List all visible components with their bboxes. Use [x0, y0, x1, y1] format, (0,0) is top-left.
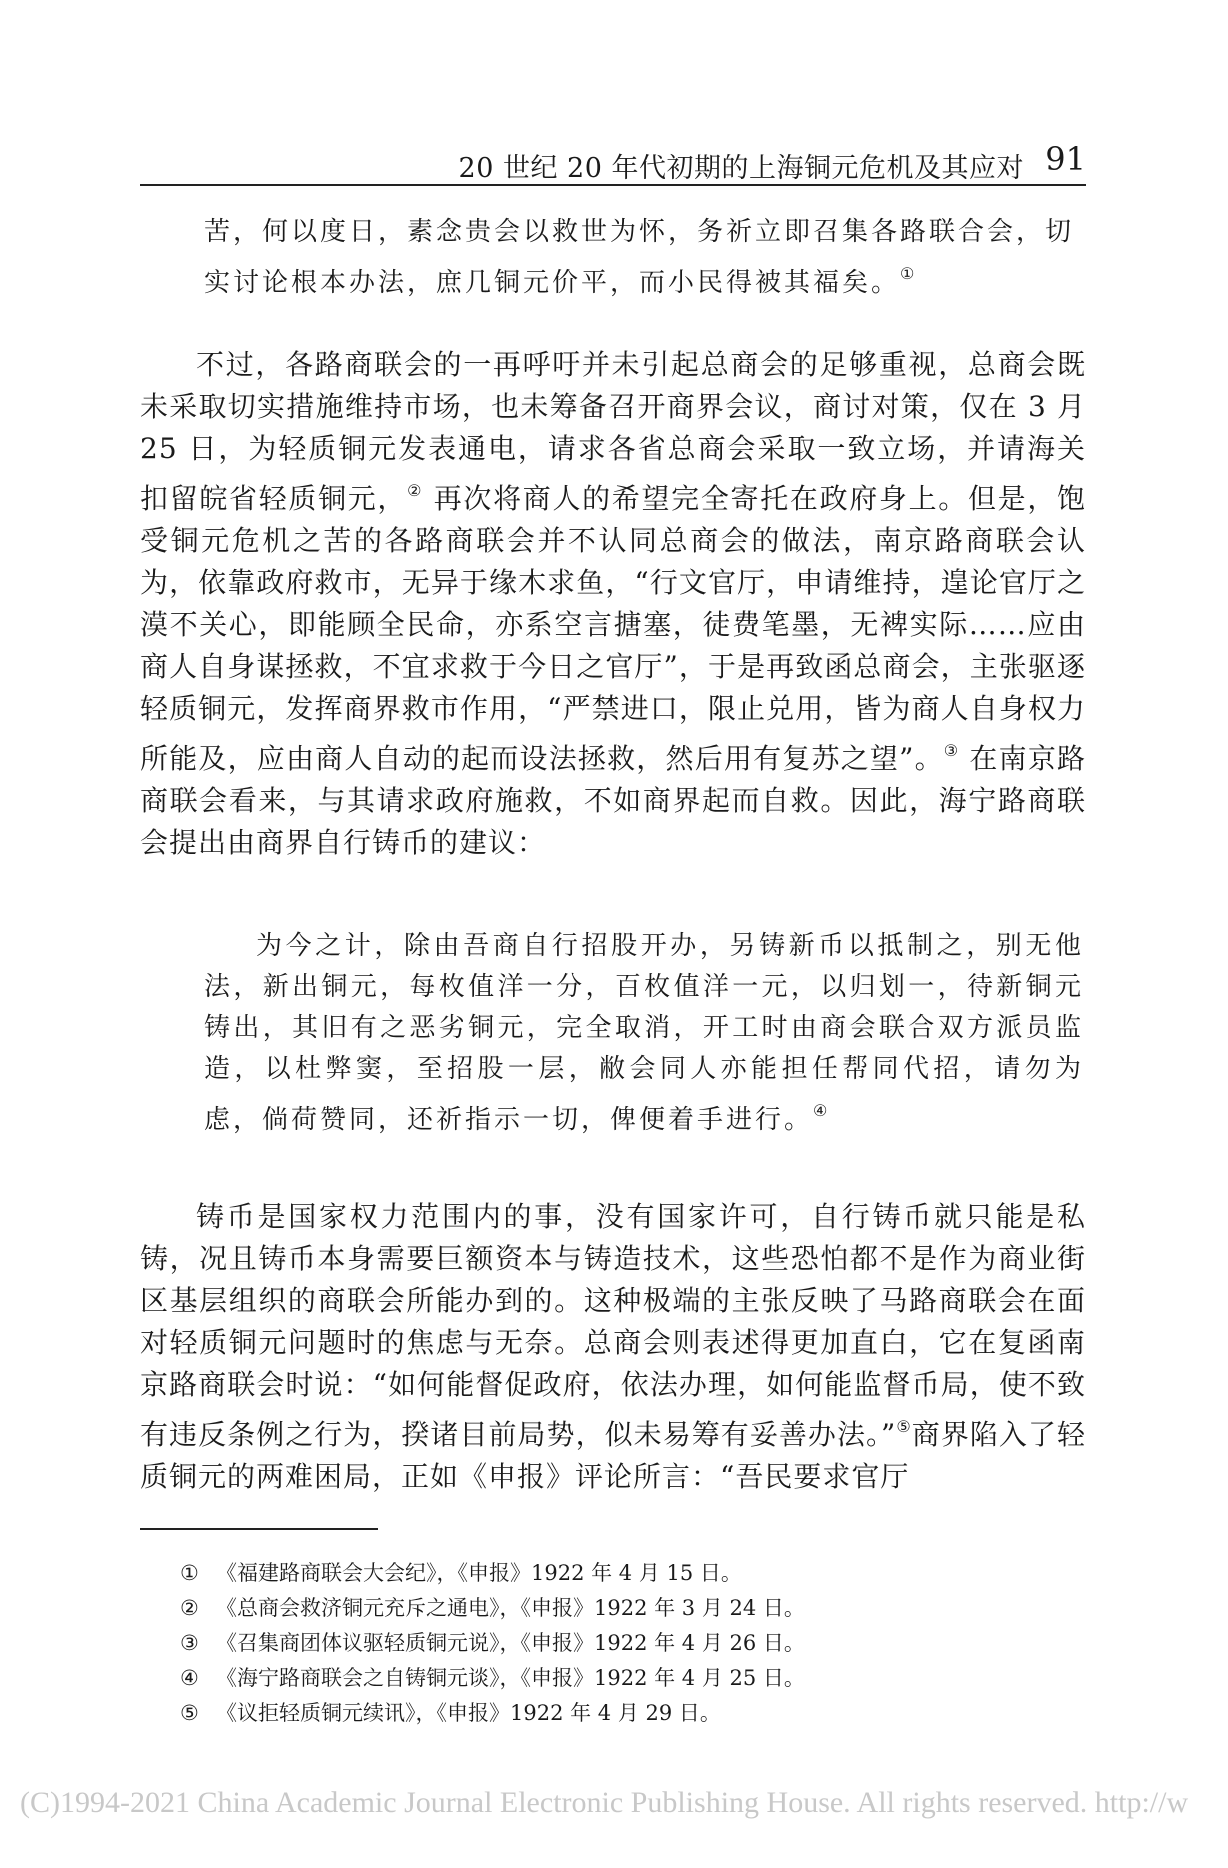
running-title: 20 世纪 20 年代初期的上海铜元危机及其应对: [458, 153, 1024, 184]
running-header: [140, 140, 1086, 186]
footnote-mark: ①: [180, 1561, 199, 1585]
quote-line: 苦，何以度日，素念贵会以救世为怀，务祈立即召集各路联合会，切: [204, 217, 1075, 247]
footnote-mark: ⑤: [180, 1701, 199, 1725]
block-quote-1: [204, 212, 1084, 304]
paragraph-segment: 再次将商人的希望完全寄托在政府身上。但是，饱受铜元危机之苦的各路商联会并不认同总商会的做法，南京路商联会认为，依靠政府救市，无异于缘木求鱼，“行文官厅，申请维持，遑论官厅之漠不关心，即能顾全民命，亦系空言搪塞，徒费笔墨，无裨实际……应由商人自身谋拯救，不宜求救于今日之官厅”，于是再致函总商会，主张驱逐轻质铜元，发挥商界救市作用，“严禁进口，限止兑用，皆为商人自身权力所能及，应由商人自动的起而设法拯救，然后用有复苏之望”。: [140, 482, 1087, 775]
paragraph-text: [140, 344, 1086, 864]
footnotes: [180, 1556, 1060, 1731]
footnote-text: 《召集商团体议驱轻质铜元说》，《申报》1922 年 4 月 26 日。: [216, 1631, 805, 1655]
footnote-item: [180, 1591, 1060, 1626]
paragraph-1: [140, 344, 1086, 864]
paragraph-segment: 商界陷入了轻质铜元的两难困局，正如《申报》评论所言：“吾民要求官厅: [140, 1418, 1086, 1493]
quote-segment: 为今之计，除由吾商自行招股开办，另铸新币以抵制之，别无他法，新出铜元，每枚值洋一分，百枚值洋一元，以归划一，待新铜元铸出，其旧有之恶劣铜元，完全取消，开工时由商会联合双方派员监造，以杜弊窦，至招股一层，敝会同人亦能担任帮同代招，请勿为虑，倘荷赞同，还祈指示一切，俾便着手进行。: [204, 931, 1084, 1135]
paragraph-segment: 不过，各路商联会的一再呼吁并未引起总商会的足够重视，总商会既未采取切实措施维持市场，也未筹备召开商界会议，商讨对策，仅在 3 月 25 日，为轻质铜元发表通电，请求各省总商会采取一致立场，并请海关扣留皖省轻质铜元，: [140, 348, 1086, 515]
footnote-text: 《议拒轻质铜元续讯》，《申报》1922 年 4 月 29 日。: [216, 1701, 721, 1725]
footnote-ref-2: ②: [407, 481, 424, 500]
footnote-item: [180, 1626, 1060, 1661]
block-quote-2: [204, 926, 1084, 1141]
paragraph-2: [140, 1196, 1086, 1498]
paragraph-segment: 在南京路商联会看来，与其请求政府施救，不如商界起而自救。因此，海宁路商联会提出由商界自行铸币的建议：: [140, 742, 1087, 859]
footnote-ref-5: ⑤: [896, 1417, 912, 1436]
footnote-text: 《总商会救济铜元充斥之通电》，《申报》1922 年 3 月 24 日。: [216, 1596, 805, 1620]
paragraph-text: [140, 1196, 1086, 1498]
footnote-item: [180, 1661, 1060, 1696]
footnote-mark: ③: [180, 1631, 199, 1655]
paragraph-segment: 铸币是国家权力范围内的事，没有国家许可，自行铸币就只能是私铸，况且铸币本身需要巨额资本与铸造技术，这些恐怕都不是作为商业街区基层组织的商联会所能办到的。这种极端的主张反映了马路商联会在面对轻质铜元问题时的焦虑与无奈。总商会则表述得更加直白，它在复函南京路商联会时说：“如何能督促政府，依法办理，如何能监督币局，使不致有违反条例之行为，揆诸目前局势，似未易筹有妥善办法。”: [140, 1200, 1086, 1451]
footnote-ref-1: ①: [900, 264, 918, 283]
quote-line-text: 实讨论根本办法，庶几铜元价平，而小民得被其福矣。: [204, 268, 901, 298]
footnote-text: 《福建路商联会大会纪》，《申报》1922 年 4 月 15 日。: [216, 1561, 742, 1585]
footnote-mark: ②: [180, 1596, 199, 1620]
quote-line: [204, 253, 1084, 304]
footnote-item: [180, 1696, 1060, 1731]
footnote-text: 《海宁路商联会之自铸铜元谈》，《申报》1922 年 4 月 25 日。: [216, 1666, 805, 1690]
quote-text: [204, 926, 1084, 1141]
footnote-mark: ④: [180, 1666, 199, 1690]
footnote-separator: [140, 1528, 378, 1530]
copyright-watermark: (C)1994-2021 China Academic Journal Electronic Publishing House. All rights reserved. http://w: [20, 1786, 1189, 1819]
footnote-ref-3: ③: [943, 741, 960, 760]
page-number: 91: [1045, 140, 1086, 178]
footnote-ref-4: ④: [813, 1101, 831, 1120]
footnote-item: [180, 1556, 1060, 1591]
